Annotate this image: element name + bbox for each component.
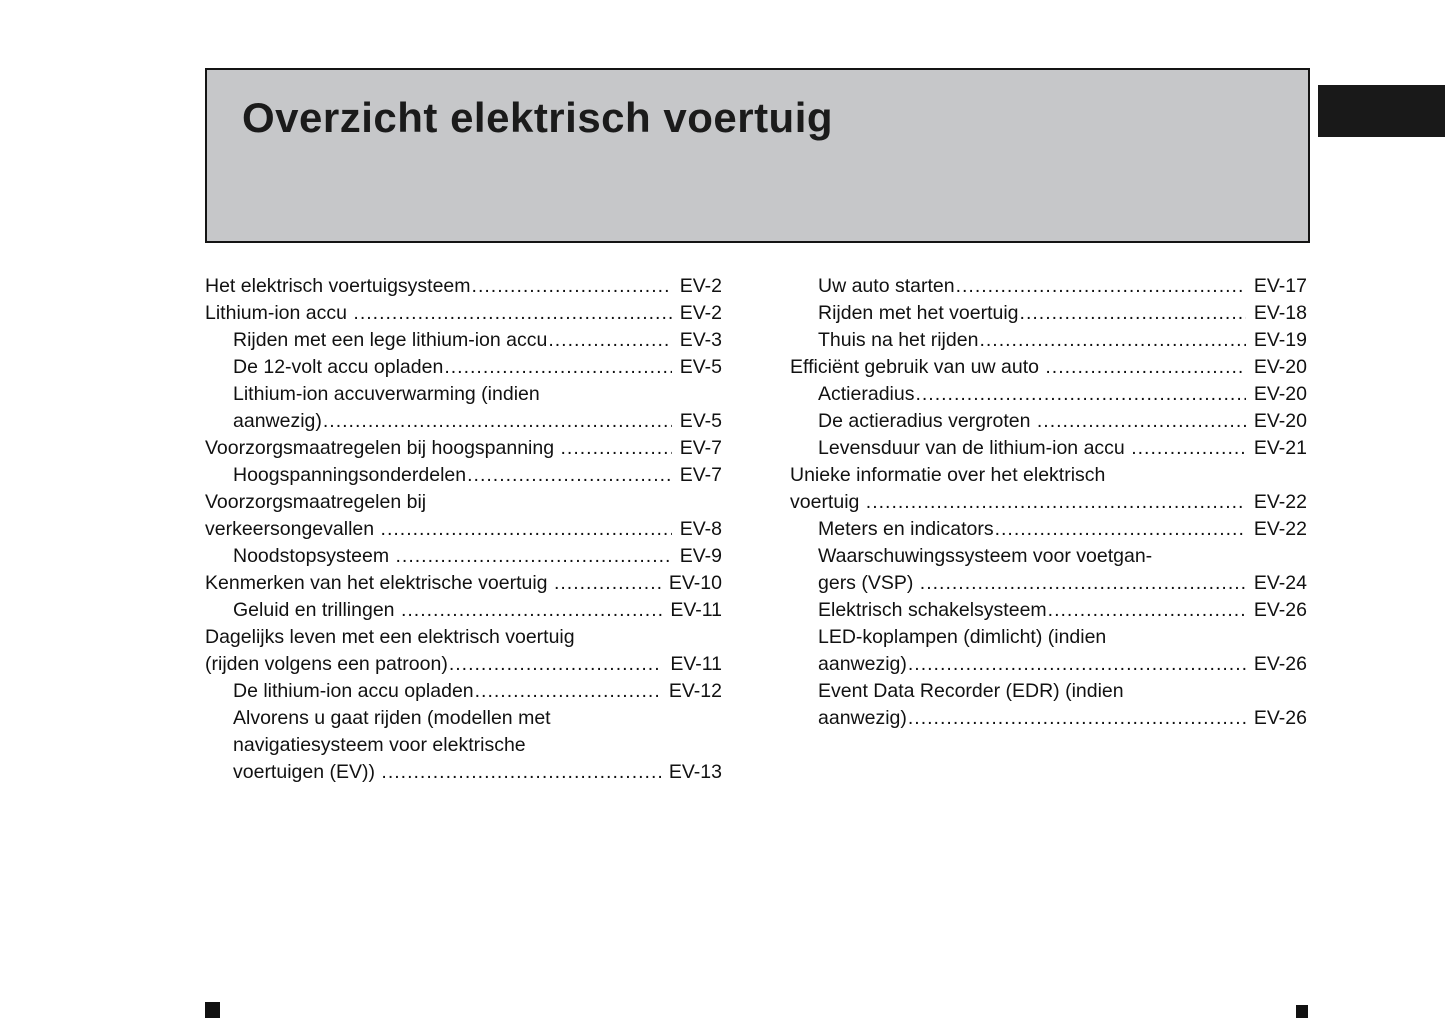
- toc-entry: [790, 273, 1307, 300]
- toc-entry-final-line: [233, 327, 722, 354]
- toc-column-left: [205, 273, 722, 786]
- toc-entry: [790, 327, 1307, 354]
- toc-page-number: EV-20: [1253, 356, 1307, 378]
- toc-entry-text: De 12-volt accu opladen: [233, 356, 444, 378]
- table-of-contents: [205, 273, 1307, 786]
- toc-entry-text: Rijden met het voertuig: [818, 302, 1019, 324]
- toc-entry: [790, 381, 1307, 408]
- toc-entry-text: Lithium-ion accu: [205, 302, 353, 324]
- dot-leader: [908, 705, 1246, 732]
- toc-entry-final-line: [233, 543, 722, 570]
- dot-leader: [467, 462, 672, 489]
- toc-entry: [790, 543, 1307, 597]
- toc-entry-final-line: [205, 651, 722, 678]
- toc-entry-text: Voorzorgsmaatregelen bij hoogspanning: [205, 437, 560, 459]
- toc-entry: [205, 327, 722, 354]
- toc-page-number: EV-24: [1253, 572, 1307, 594]
- toc-entry: [205, 300, 722, 327]
- toc-entry: [205, 597, 722, 624]
- toc-page-number: EV-9: [679, 545, 722, 567]
- toc-entry: [790, 678, 1307, 732]
- toc-entry-text: Actieradius: [818, 383, 915, 405]
- toc-page-number: EV-20: [1253, 383, 1307, 405]
- dot-leader: [979, 327, 1245, 354]
- dot-leader: [548, 327, 671, 354]
- toc-entry-final-line: [233, 408, 722, 435]
- toc-entry-final-line: [790, 354, 1307, 381]
- toc-page-number: EV-12: [668, 680, 722, 702]
- dot-leader: [475, 678, 661, 705]
- toc-entry-text: Unieke informatie over het elektrisch: [790, 464, 1106, 486]
- toc-page-number: EV-26: [1253, 599, 1307, 621]
- toc-page-number: EV-22: [1253, 491, 1307, 513]
- chapter-header: [205, 68, 1310, 243]
- toc-entry-text: aanwezig): [233, 410, 322, 432]
- dot-leader: [353, 300, 671, 327]
- toc-page-number: EV-26: [1253, 707, 1307, 729]
- page-title: Overzicht elektrisch voertuig: [242, 94, 834, 141]
- toc-entry: [205, 489, 722, 543]
- toc-entry-final-line: [205, 435, 722, 462]
- toc-entry-text: aanwezig): [818, 707, 907, 729]
- toc-entry-final-line: [818, 408, 1307, 435]
- toc-entry-text: Kenmerken van het elektrische voertuig: [205, 572, 553, 594]
- toc-entry-text: Meters en indicators: [818, 518, 994, 540]
- toc-entry-text: aanwezig): [818, 653, 907, 675]
- toc-entry: [205, 543, 722, 570]
- toc-entry-final-line: [205, 516, 722, 543]
- toc-entry-text: De actieradius vergroten: [818, 410, 1036, 432]
- toc-entry: [205, 381, 722, 435]
- toc-page-number: EV-8: [679, 518, 722, 540]
- toc-page-number: EV-7: [679, 437, 722, 459]
- toc-entry-text: (rijden volgens een patroon): [205, 653, 448, 675]
- toc-entry-text: Elektrisch schakelsysteem: [818, 599, 1047, 621]
- toc-entry-text: Efficiënt gebruik van uw auto: [790, 356, 1045, 378]
- toc-entry-text: Lithium-ion accuverwarming (indien: [233, 383, 540, 405]
- dot-leader: [561, 435, 672, 462]
- toc-page-number: EV-22: [1253, 518, 1307, 540]
- toc-entry-text: Levensduur van de lithium-ion accu: [818, 437, 1131, 459]
- toc-page-number: EV-19: [1253, 329, 1307, 351]
- toc-entry: [790, 462, 1307, 516]
- toc-entry-final-line: [205, 300, 722, 327]
- toc-entry-final-line: [818, 705, 1307, 732]
- toc-entry-text: LED-koplampen (dimlicht) (indien: [818, 626, 1107, 648]
- toc-entry-text: Thuis na het rijden: [818, 329, 979, 351]
- toc-entry-text: Rijden met een lege lithium-ion accu: [233, 329, 548, 351]
- toc-entry-final-line: [818, 273, 1307, 300]
- toc-entry-final-line: [233, 354, 722, 381]
- dot-leader: [554, 570, 661, 597]
- dot-leader: [1037, 408, 1246, 435]
- toc-entry: [205, 435, 722, 462]
- dot-leader: [449, 651, 662, 678]
- toc-entry: [790, 597, 1307, 624]
- toc-entry-final-line: [205, 570, 722, 597]
- toc-entry-final-line: [818, 516, 1307, 543]
- toc-entry: [790, 354, 1307, 381]
- toc-entry-text: Dagelijks leven met een elektrisch voertuig: [205, 626, 575, 648]
- toc-entry-text: verkeersongevallen: [205, 518, 380, 540]
- toc-page-number: EV-2: [679, 275, 722, 297]
- toc-entry-text: Event Data Recorder (EDR) (indien: [818, 680, 1124, 702]
- toc-page-number: EV-5: [679, 356, 722, 378]
- dot-leader: [323, 408, 672, 435]
- toc-entry: [790, 408, 1307, 435]
- toc-page-number: EV-13: [668, 761, 722, 783]
- toc-entry: [205, 705, 722, 786]
- toc-entry: [790, 435, 1307, 462]
- dot-leader: [866, 489, 1246, 516]
- toc-page-number: EV-17: [1253, 275, 1307, 297]
- toc-entry-final-line: [818, 435, 1307, 462]
- toc-entry-final-line: [233, 462, 722, 489]
- dot-leader: [396, 543, 672, 570]
- toc-entry-final-line: [205, 273, 722, 300]
- toc-entry: [205, 273, 722, 300]
- toc-entry-final-line: [818, 597, 1307, 624]
- toc-entry: [790, 516, 1307, 543]
- dot-leader: [995, 516, 1246, 543]
- footer-mark-left: [205, 1002, 220, 1018]
- dot-leader: [915, 381, 1245, 408]
- toc-page-number: EV-18: [1253, 302, 1307, 324]
- toc-page-number: EV-11: [670, 599, 722, 621]
- toc-entry-final-line: [818, 381, 1307, 408]
- dot-leader: [1131, 435, 1246, 462]
- toc-entry-text: voertuig: [790, 491, 865, 513]
- toc-entry-text: Voorzorgsmaatregelen bij: [205, 491, 427, 513]
- toc-entry-final-line: [233, 597, 722, 624]
- toc-page-number: EV-11: [670, 653, 722, 675]
- toc-entry-text: Uw auto starten: [818, 275, 955, 297]
- dot-leader: [444, 354, 671, 381]
- toc-entry: [205, 570, 722, 597]
- toc-entry-text: voertuigen (EV)): [233, 761, 381, 783]
- toc-entry-text: gers (VSP): [818, 572, 919, 594]
- toc-entry-text: Noodstopsysteem: [233, 545, 395, 567]
- dot-leader: [472, 273, 672, 300]
- toc-entry-text: navigatiesysteem voor elektrische: [233, 734, 526, 756]
- toc-entry-text: Het elektrisch voertuigsysteem: [205, 275, 471, 297]
- toc-entry-final-line: [233, 678, 722, 705]
- toc-entry-text: De lithium-ion accu opladen: [233, 680, 474, 702]
- toc-page-number: EV-10: [668, 572, 722, 594]
- footer-mark-right: [1296, 1005, 1308, 1018]
- toc-entry: [205, 624, 722, 678]
- dot-leader: [381, 759, 660, 786]
- toc-column-right: [790, 273, 1307, 786]
- toc-entry: [205, 354, 722, 381]
- toc-entry: [205, 462, 722, 489]
- toc-entry-final-line: [818, 327, 1307, 354]
- dot-leader: [1020, 300, 1246, 327]
- toc-entry-text: Alvorens u gaat rijden (modellen met: [233, 707, 551, 729]
- toc-page-number: EV-26: [1253, 653, 1307, 675]
- dot-leader: [381, 516, 672, 543]
- toc-entry-final-line: [790, 489, 1307, 516]
- toc-page-number: EV-20: [1253, 410, 1307, 432]
- toc-page-number: EV-21: [1253, 437, 1307, 459]
- toc-entry-final-line: [818, 651, 1307, 678]
- toc-entry-final-line: [233, 759, 722, 786]
- toc-entry-final-line: [818, 570, 1307, 597]
- toc-entry: [790, 300, 1307, 327]
- dot-leader: [1045, 354, 1245, 381]
- toc-entry: [205, 678, 722, 705]
- chapter-tab-marker: [1318, 85, 1445, 137]
- dot-leader: [956, 273, 1246, 300]
- toc-page-number: EV-7: [679, 464, 722, 486]
- toc-page-number: EV-2: [679, 302, 722, 324]
- toc-entry-text: Hoogspanningsonderdelen: [233, 464, 467, 486]
- toc-page-number: EV-5: [679, 410, 722, 432]
- toc-entry-final-line: [818, 300, 1307, 327]
- dot-leader: [908, 651, 1246, 678]
- dot-leader: [401, 597, 662, 624]
- dot-leader: [920, 570, 1246, 597]
- toc-entry-text: Waarschuwingssysteem voor voetgan-: [818, 545, 1153, 567]
- toc-entry-text: Geluid en trillingen: [233, 599, 400, 621]
- dot-leader: [1048, 597, 1246, 624]
- toc-page-number: EV-3: [679, 329, 722, 351]
- toc-entry: [790, 624, 1307, 678]
